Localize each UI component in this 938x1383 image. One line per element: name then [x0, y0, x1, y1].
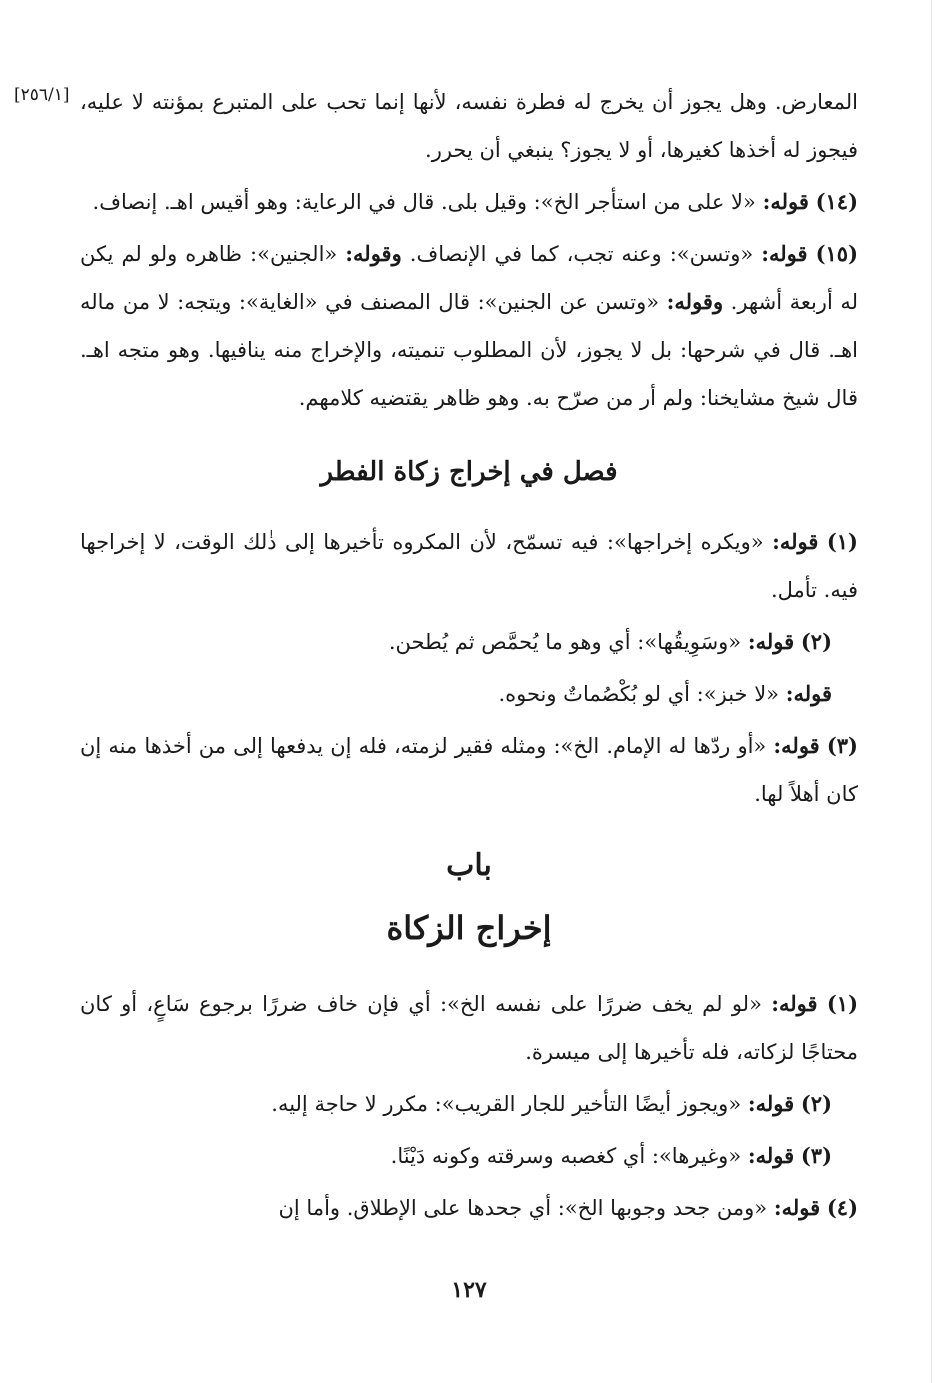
note-text: «لو لم يخف ضررًا على نفسه الخ»: أي فإن خاف ضررًا برجوع سَاعٍ، أو كان محتاجًا لزكاته، فله تأخيرها إلى ميسرة. [80, 992, 858, 1064]
note-keyword: قوله: [771, 991, 818, 1016]
zakat-note-3 [80, 1132, 858, 1180]
note-number: (٢) [800, 1091, 832, 1116]
note-text: «ويكره إخراجها»: فيه تسمّح، لأن المكروه تأخيرها إلى ذٰلك الوقت، لا إخراجها فيه. تأمل. [80, 530, 858, 602]
note-keyword: قوله: [773, 733, 820, 758]
note-text: «وسَوِيقُها»: أي وهو ما يُحمَّص ثم يُطحن. [388, 630, 742, 654]
fitr-note-3 [80, 722, 858, 818]
note-number: (٢) [800, 629, 832, 654]
note-number: (١) [826, 991, 858, 1016]
note-number: (١) [826, 529, 858, 554]
zakat-note-1 [80, 980, 858, 1076]
page-body [80, 78, 858, 1236]
note-keyword: قوله: [747, 629, 795, 654]
page-edge-line [931, 0, 932, 1383]
note-text: «وتسن»: وعنه تجب، كما في الإنصاف. [409, 242, 754, 266]
note-keyword: قوله: [772, 529, 819, 554]
page-reference-marker: [٢٥٦/١] [14, 85, 70, 105]
section-heading-fitr: فصل في إخراج زكاة الفطر [320, 457, 618, 487]
zakat-note-4 [80, 1184, 858, 1232]
note-keyword: قوله: [785, 681, 832, 706]
note-text: «لا على من استأجر الخ»: وقيل بلى. قال في الرعاية: وهو أقيس اهـ. إنصاف. [92, 190, 756, 214]
fitr-note-2 [80, 618, 858, 666]
zakat-note-2 [80, 1080, 858, 1128]
note-keyword: قوله: [747, 1091, 795, 1116]
note-keyword: قوله: [773, 1195, 821, 1220]
note-15 [80, 230, 858, 422]
note-text: «ومن جحد وجوبها الخ»: أي جحدها على الإطلاق. وأما إن [278, 1196, 768, 1220]
note-text: «وتسن عن الجنين»: قال المصنف في «الغاية»: ويتجه: لا من ماله اهـ. قال في شرحها: بل لا يجوز، لأن المطلوب تنميته، والإخراج منه ينافيها. وهو متجه اهـ. قال شيخ مشايخنا: ولم أر من صرّح به. وهو ظاهر يقتضيه كلامهم. [80, 290, 858, 410]
chapter-heading: باب [446, 848, 492, 883]
paragraph-text: المعارض. وهل يجوز أن يخرج له فطرة نفسه، لأنها إنما تحب على المتبرع بمؤنته لا عليه، فيجوز له أخذها كغيرها، أو لا يجوز؟ ينبغي أن يحرر. [80, 90, 858, 162]
chapter-title: إخراج الزكاة [386, 909, 552, 947]
note-text: «وغيرها»: أي كغصبه وسرقته وكونه دَيْنًا. [390, 1144, 742, 1168]
page-number: ١٢٧ [451, 1277, 487, 1303]
fitr-note-1 [80, 518, 858, 614]
fitr-note-2b [80, 670, 858, 718]
note-number: (١٤) [815, 189, 858, 214]
note-text: «أو ردّها له الإمام. الخ»: ومثله فقير لزمته، فله إن يدفعها إلى من أخذها منه إن كان أهلاً لها. [80, 734, 858, 806]
note-text: «لا خبز»: أي لو بُكْصُماتٌ ونحوه. [498, 682, 780, 706]
note-keyword: قوله: [747, 1143, 795, 1168]
paragraph-intro [80, 78, 858, 174]
note-keyword: قوله: [762, 189, 809, 214]
note-number: (٤) [826, 1195, 858, 1220]
note-keyword: وقوله: [345, 241, 402, 266]
note-keyword: قوله: [761, 241, 808, 266]
note-keyword: وقوله: [666, 289, 724, 314]
note-number: (٣) [826, 733, 858, 758]
note-14 [80, 178, 858, 226]
note-number: (١٥) [815, 241, 858, 266]
note-text: «ويجوز أيضًا التأخير للجار القريب»: مكرر لا حاجة إليه. [271, 1092, 742, 1116]
note-number: (٣) [800, 1143, 832, 1168]
note-text: «الجنين»: ظاهره ولو لم يكن له أربعة أشهر. [80, 242, 858, 314]
